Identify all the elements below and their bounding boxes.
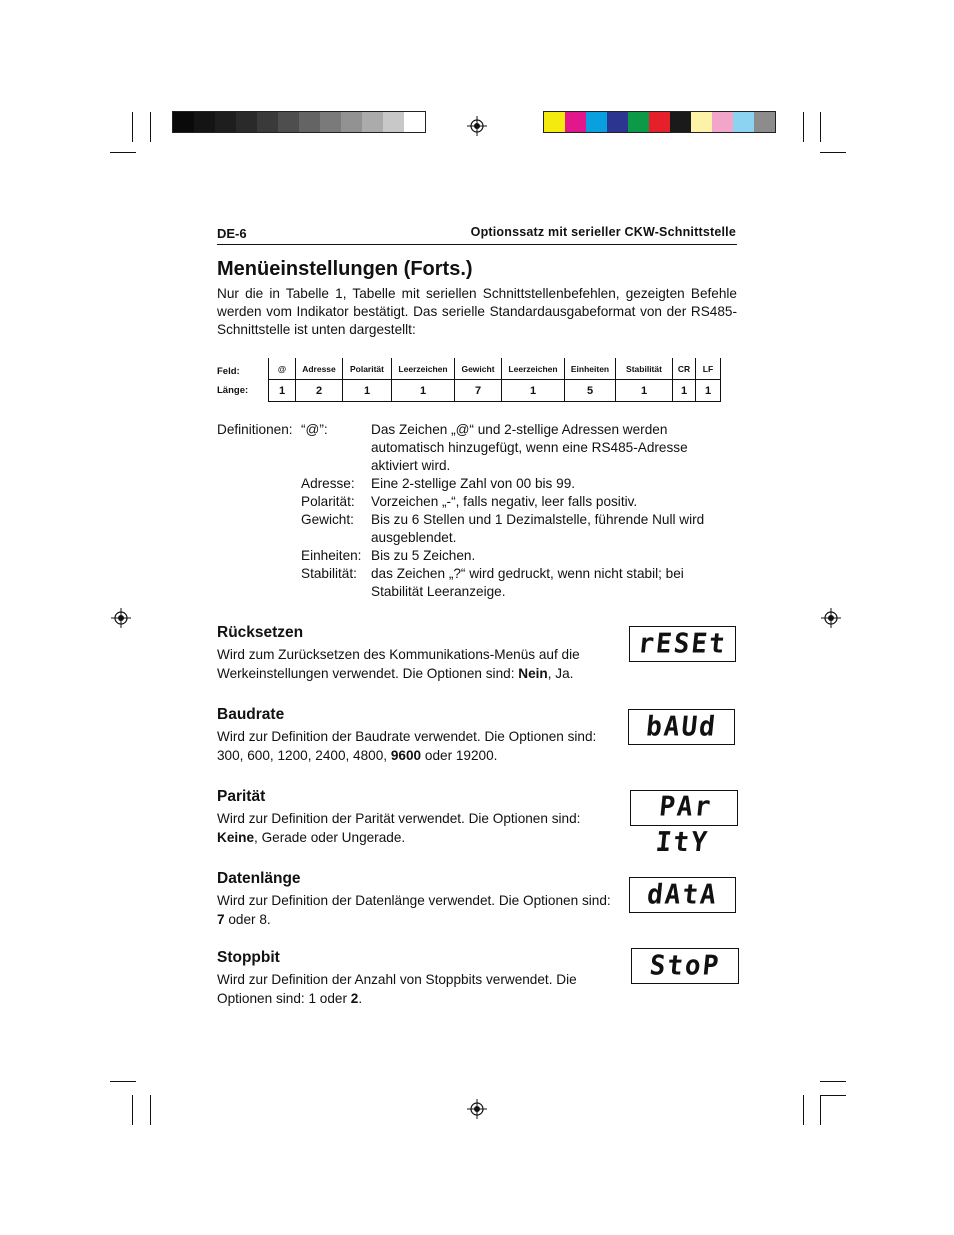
section-heading-baudrate: Baudrate [217, 706, 285, 723]
table-cell: 1 [343, 380, 392, 402]
color-swatch [362, 112, 383, 132]
definition-text: das Zeichen „?“ wird gedruckt, wenn nicht stabil; bei Stabilität Leeranzeige. [371, 566, 684, 599]
table-cell: 5 [565, 380, 616, 402]
page-number: DE-6 [217, 226, 247, 241]
section-text-part: Wird zur Definition der Baudrate verwendet. Die Optionen sind: 300, 600, 1200, 2400, 4800, [217, 729, 597, 763]
section-text-baudrate [217, 727, 617, 765]
registration-mark-icon [467, 1099, 487, 1119]
color-swatch [215, 112, 236, 132]
table-cell: Leerzeichen [392, 358, 455, 380]
color-swatch [278, 112, 299, 132]
section-text-reset [217, 645, 617, 683]
definition-label: “@”: [301, 422, 328, 437]
section-text-part: Wird zur Definition der Parität verwendet. Die Optionen sind: [217, 811, 581, 826]
table-row-fields [269, 358, 721, 380]
color-swatch [586, 112, 607, 132]
table-cell: 1 [269, 380, 296, 402]
section-text-datalength [217, 891, 617, 929]
lcd-text: dAtA [645, 879, 720, 911]
intro-paragraph: Nur die in Tabelle 1, Tabelle mit seriellen Schnittstellenbefehlen, gezeigten Befehle werden vom Indikator bestätigt. Das serielle Standardausgabeformat von der RS485-Schnittstelle ist unten dargestellt: [217, 286, 737, 337]
color-swatch [565, 112, 586, 132]
table-row-lengths [269, 380, 721, 402]
color-swatch [691, 112, 712, 132]
registration-mark-icon [111, 608, 131, 628]
color-swatch [607, 112, 628, 132]
lcd-text: bAUd [644, 711, 719, 743]
page-title: Menüeinstellungen (Forts.) [217, 258, 473, 280]
color-swatch [628, 112, 649, 132]
lcd-display-baud [628, 709, 735, 745]
color-swatch [320, 112, 341, 132]
table-cell: 1 [696, 380, 721, 402]
row-label-length: Länge: [217, 385, 249, 396]
definition-label: Polarität: [301, 494, 355, 509]
crop-mark [132, 1095, 133, 1125]
color-swatch [236, 112, 257, 132]
table-cell: Leerzeichen [502, 358, 565, 380]
color-swatch [299, 112, 320, 132]
section-heading-datalength: Datenlänge [217, 870, 301, 887]
crop-mark [820, 1081, 846, 1082]
format-table-row-labels [217, 362, 248, 400]
registration-mark-icon [467, 116, 487, 136]
crop-mark [820, 112, 821, 142]
default-option: Keine [217, 830, 255, 845]
format-table [268, 358, 721, 402]
definition-text: Das Zeichen „@“ und 2-stellige Adressen werden automatisch hinzugefügt, wenn eine RS485-Adresse aktiviert wird. [371, 422, 688, 473]
color-swatch [173, 112, 194, 132]
table-cell: CR [673, 358, 696, 380]
color-swatch [712, 112, 733, 132]
grayscale-bar [172, 111, 426, 133]
section-text-part: oder 19200. [421, 748, 498, 763]
color-swatch [194, 112, 215, 132]
table-cell: Adresse [296, 358, 343, 380]
section-heading-stopbit: Stoppbit [217, 949, 280, 966]
crop-mark [820, 152, 846, 153]
section-text-stopbit [217, 970, 577, 1008]
table-cell: 1 [502, 380, 565, 402]
table-cell: 1 [392, 380, 455, 402]
color-swatch [383, 112, 404, 132]
default-option: 2 [350, 991, 359, 1006]
section-text-part: . [358, 991, 363, 1006]
section-heading-reset: Rücksetzen [217, 624, 304, 641]
definition-text: Bis zu 6 Stellen und 1 Dezimalstelle, führende Null wird ausgeblendet. [371, 512, 705, 545]
crop-mark [803, 1095, 804, 1125]
definition-text: Bis zu 5 Zeichen. [371, 548, 476, 563]
section-text-part: , Ja. [547, 666, 574, 681]
row-label-field: Feld: [217, 366, 240, 377]
section-text-parity [217, 809, 617, 847]
table-cell: LF [696, 358, 721, 380]
crop-mark [820, 1095, 821, 1125]
definition-text: Vorzeichen „-“, falls negativ, leer falls positiv. [371, 494, 638, 509]
color-swatch [544, 112, 565, 132]
table-cell: @ [269, 358, 296, 380]
section-text-part: Wird zur Definition der Datenlänge verwendet. Die Optionen sind: [217, 893, 611, 908]
table-cell: 1 [616, 380, 673, 402]
color-swatch [754, 112, 775, 132]
color-swatch [649, 112, 670, 132]
crop-mark [110, 1081, 136, 1082]
crop-mark [820, 1095, 846, 1096]
table-cell: Polarität [343, 358, 392, 380]
crop-mark [150, 1095, 151, 1125]
definition-label: Stabilität: [301, 566, 357, 581]
color-bar [543, 111, 776, 133]
definition-text: Eine 2-stellige Zahl von 00 bis 99. [371, 476, 576, 491]
color-swatch [404, 112, 425, 132]
lcd-display-reset [629, 626, 736, 662]
lcd-display-data [629, 877, 736, 913]
crop-mark [150, 112, 151, 142]
table-cell: Stabilität [616, 358, 673, 380]
lcd-text: rESEt [636, 628, 729, 660]
crop-mark [803, 112, 804, 142]
table-cell: Gewicht [455, 358, 502, 380]
table-cell: 1 [673, 380, 696, 402]
color-swatch [341, 112, 362, 132]
registration-mark-icon [821, 608, 841, 628]
section-text-part: Wird zur Definition der Anzahl von Stoppbits verwendet. Die Optionen sind: 1 oder [217, 972, 577, 1006]
crop-mark [110, 152, 136, 153]
section-text-part: , Gerade oder Ungerade. [254, 830, 406, 845]
lcd-display-parity [630, 790, 738, 859]
default-option: Nein [518, 666, 548, 681]
table-cell: 7 [455, 380, 502, 402]
section-text-part: oder 8. [224, 912, 271, 927]
color-swatch [733, 112, 754, 132]
color-swatch [257, 112, 278, 132]
color-swatch [670, 112, 691, 132]
section-text-part: Wird zum Zurücksetzen des Kommunikations-Menüs auf die Werkeinstellungen verwendet. Die Optionen sind: [217, 647, 580, 681]
definition-label: Einheiten: [301, 548, 362, 563]
lcd-display-stop [631, 948, 739, 984]
definition-label: Gewicht: [301, 512, 354, 527]
lcd-text: PAr ItY [654, 791, 714, 859]
header-divider [217, 244, 737, 245]
definitions-lead: Definitionen: [217, 422, 293, 437]
table-cell: Einheiten [565, 358, 616, 380]
running-title: Optionssatz mit serieller CKW-Schnittstelle [470, 225, 736, 239]
definition-label: Adresse: [301, 476, 355, 491]
default-option: 9600 [390, 748, 422, 763]
table-cell: 2 [296, 380, 343, 402]
crop-mark [132, 112, 133, 142]
default-option: 7 [217, 912, 225, 927]
section-heading-parity: Parität [217, 788, 266, 805]
lcd-text: StoP [648, 950, 722, 982]
